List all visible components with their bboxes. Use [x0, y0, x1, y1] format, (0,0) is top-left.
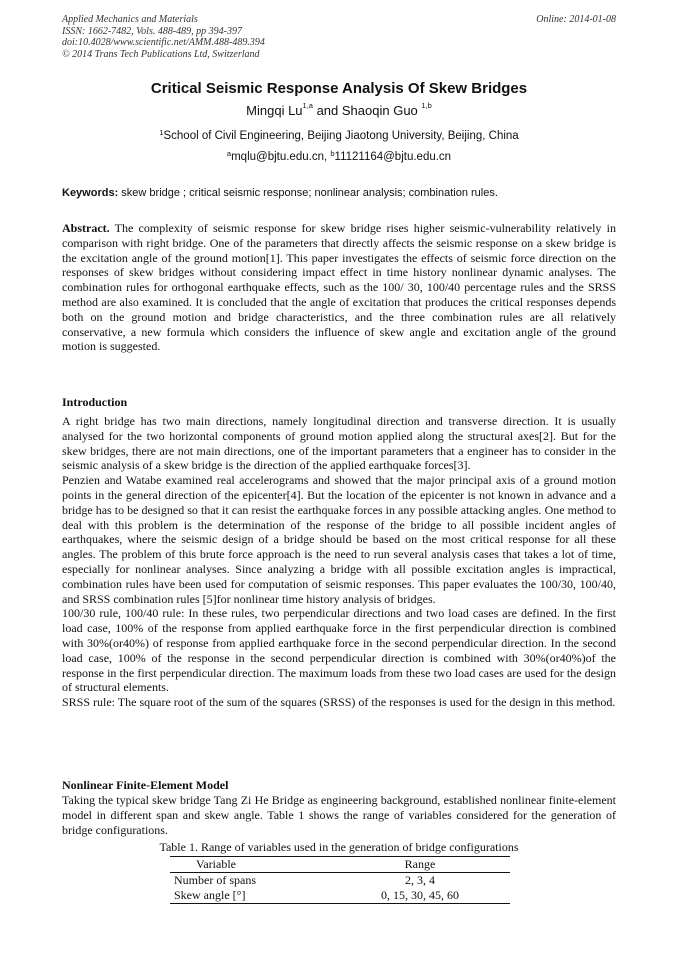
table-row [170, 873, 510, 889]
introduction-heading: Introduction [62, 395, 128, 409]
email-b[interactable]: 11121164@bjtu.edu.cn [334, 151, 452, 163]
table-header-range: Range [404, 857, 436, 871]
nonlinear-paragraph: Taking the typical skew bridge Tang Zi He Bridge as engineering background, established nonlinear finite-element model in different span and skew angle. Table 1 shows the range of variables considered for the generation of bridge configurations. [62, 793, 616, 837]
author-and: and [312, 103, 342, 118]
keywords-label: Keywords: [62, 187, 119, 199]
intro-paragraph: A right bridge has two main directions, namely longitudinal direction and transverse direction. It is usually analysed for the two horizontal components of ground motion applied along the structural axes[2]. But for the skew bridges, there are not main directions, one of the important parameters that a engineer has to consider in the seismic analysis of a skew bridge is the direction of the applied earthquake forces[3]. [62, 414, 616, 473]
table-cell: 0, 15, 30, 45, 60 [381, 888, 459, 902]
issn: ISSN: 1662-7482, Vols. 488-489, pp 394-397 [62, 25, 242, 37]
affiliation-mark: 1 [159, 128, 164, 137]
table-cell: Number of spans [174, 873, 256, 887]
author-2: Shaoqin Guo [341, 103, 422, 118]
variables-table [170, 856, 510, 904]
keywords [62, 187, 616, 199]
nonlinear-heading: Nonlinear Finite-Element Model [62, 778, 229, 792]
journal-name: Applied Mechanics and Materials [62, 14, 198, 25]
abstract-label: Abstract. [62, 221, 110, 235]
nonlinear-body [62, 793, 616, 837]
table-row [170, 888, 510, 904]
paper-title: Critical Seismic Response Analysis Of Skew Bridges [150, 80, 528, 97]
keywords-text: skew bridge ; critical seismic response; nonlinear analysis; combination rules. [118, 187, 498, 199]
abstract [62, 221, 616, 354]
email-a[interactable]: mqlu@bjtu.edu.cn, [231, 151, 331, 163]
affiliation [0, 130, 678, 142]
authors [0, 103, 678, 118]
doi: doi:10.4028/www.scientific.net/AMM.488-489.394 [62, 37, 265, 48]
table-caption: Table 1. Range of variables used in the generation of bridge configurations [159, 840, 519, 854]
email-a-mark: a [226, 149, 232, 158]
intro-paragraph: SRSS rule: The square root of the sum of the squares (SRSS) of the responses is used for the design in this method. [62, 695, 616, 710]
copyright: © 2014 Trans Tech Publications Ltd, Switzerland [62, 48, 260, 60]
author-2-affil: 1,b [421, 101, 432, 110]
journal-header [62, 14, 616, 60]
email-b-mark: b [330, 149, 335, 158]
author-1-affil: 1,a [302, 101, 313, 110]
author-1: Mingqi Lu [246, 103, 303, 118]
intro-paragraph: 100/30 rule, 100/40 rule: In these rules, two perpendicular directions and two load cases are defined. In the first load case, 100% of the response from applied earthquake force in the first perpendicular direction is combined with 30%(or40%) of response from applied earthquake force in the second perpendicular direction. In the second load case, 100% of the response in the second perpendicular direction is combined with 30%(or40%)of the response in the first perpendicular direction. The maximum loads from these two load cases are used for the design of structural elements. [62, 606, 616, 695]
table-cell: Skew angle [°] [174, 888, 246, 902]
abstract-text: The complexity of seismic response for skew bridge rises higher seismic-vulnerability relatively in comparison with right bridge. One of the parameters that directly affects the seismic response on a skew bridge is the excitation angle of the ground motion[1]. This paper investigates the effects of seismic force direction on the responses of skew bridges without considering impact effect in time history nonlinear dynamic analyses. The combination rules for orthogonal earthquake effects, such as the 100/ 30, 100/40 percentage rules and the SRSS method are also examined. It is concluded that the angle of excitation that produces the critical responses depends both on the ground motion and bridge characteristics, and the three combination rules are all relatively conservative, a new formula which considers the influence of skew angle and excitation angle of the ground motion is suggested. [62, 221, 616, 354]
emails [0, 151, 678, 163]
introduction-body [62, 414, 616, 710]
intro-paragraph: Penzien and Watabe examined real accelerograms and showed that the major principal axis of a ground motion points in the general direction of the epicenter[4]. But the location of the epicenter is not known in advance and a bridge has to be designed so that it can resist the earthquake forces in any possible attacking angles. One method to deal with this problem is the determination of the response of the bridge to all possible incident angles of earthquakes, where the seismic design of a bridge should be based on the most critical response for all these angles. The problem of this brute force approach is the need to run several analysis cases that takes a lot of time, especially for nonlinear analyses. Since analyzing a bridge with all possible excitation angles is impractical, combination rules have been used for computation of seismic responses. This paper evaluates the 100/30, 100/40, and SRSS combination rules [5]for nonlinear time history analysis of bridges. [62, 473, 616, 606]
table-cell: 2, 3, 4 [405, 873, 435, 887]
table-header-variable: Variable [196, 857, 236, 871]
affiliation-text: School of Civil Engineering, Beijing Jiaotong University, Beijing, China [163, 130, 519, 142]
table-header-row [170, 857, 510, 873]
online-date: Online: 2014-01-08 [536, 14, 616, 25]
